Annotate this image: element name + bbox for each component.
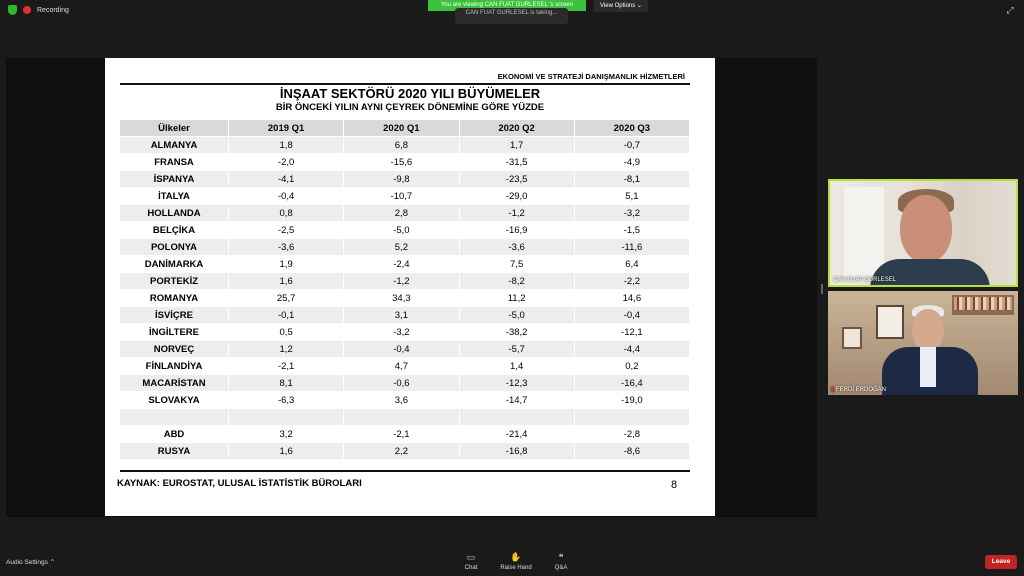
background-window — [844, 187, 884, 277]
value-cell: -0,4 — [574, 307, 689, 324]
record-dot-icon — [23, 6, 31, 14]
value-cell: -2,8 — [574, 426, 689, 443]
country-cell: DANİMARKA — [120, 256, 229, 273]
value-cell: -1,5 — [574, 222, 689, 239]
chevron-down-icon: ⌄ — [636, 3, 642, 9]
value-cell: -10,7 — [344, 188, 459, 205]
audio-settings-label: Audio Settings — [6, 559, 48, 566]
value-cell: 2,8 — [344, 205, 459, 222]
table-row — [120, 341, 690, 358]
value-cell — [574, 409, 689, 426]
value-cell: -5,0 — [459, 307, 574, 324]
table-row — [120, 307, 690, 324]
value-cell: 6,4 — [574, 256, 689, 273]
value-cell: -21,4 — [459, 426, 574, 443]
value-cell: -15,6 — [344, 154, 459, 171]
slide-subtitle: BİR ÖNCEKİ YILIN AYNI ÇEYREK DÖNEMİNE GÖRE YÜZDE — [275, 102, 545, 113]
value-cell — [229, 409, 344, 426]
table-row — [120, 358, 690, 375]
chat-icon: ▭ — [466, 552, 476, 562]
participant-name: CAN FUAT GURLESEL — [833, 277, 897, 283]
value-cell: -8,2 — [459, 273, 574, 290]
value-cell: 1,7 — [459, 137, 574, 154]
value-cell: 7,5 — [459, 256, 574, 273]
header-cell: Ülkeler — [120, 120, 229, 137]
recording-indicator — [8, 5, 69, 15]
table-row — [120, 273, 690, 290]
value-cell: 1,2 — [229, 341, 344, 358]
top-bar — [0, 0, 1024, 22]
value-cell: -23,5 — [459, 171, 574, 188]
value-cell: 2,2 — [344, 443, 459, 460]
value-cell: -5,0 — [344, 222, 459, 239]
value-cell: -0,4 — [344, 341, 459, 358]
value-cell: -2,5 — [229, 222, 344, 239]
page-number: 8 — [671, 479, 678, 491]
value-cell: -2,0 — [229, 154, 344, 171]
qa-button[interactable] — [543, 552, 579, 571]
country-cell: FİNLANDİYA — [120, 358, 229, 375]
mic-muted-icon: ▮ — [831, 387, 835, 393]
value-cell: 11,2 — [459, 290, 574, 307]
country-cell: ALMANYA — [120, 137, 229, 154]
value-cell: -3,2 — [574, 205, 689, 222]
taking-control-label: CAN FUAT GURLESEL is taking... — [455, 8, 568, 24]
recording-label: Recording — [37, 6, 69, 14]
value-cell: 8,1 — [229, 375, 344, 392]
value-cell: -16,9 — [459, 222, 574, 239]
shield-icon[interactable] — [8, 5, 17, 15]
qa-label: Q&A — [554, 565, 568, 571]
value-cell: -3,6 — [459, 239, 574, 256]
value-cell: -4,9 — [574, 154, 689, 171]
value-cell: 3,2 — [229, 426, 344, 443]
value-cell: -14,7 — [459, 392, 574, 409]
value-cell: -16,8 — [459, 443, 574, 460]
value-cell: 5,2 — [344, 239, 459, 256]
value-cell: -31,5 — [459, 154, 574, 171]
value-cell: 3,1 — [344, 307, 459, 324]
leave-button[interactable]: Leave — [985, 555, 1017, 569]
chat-label: Chat — [464, 565, 478, 571]
hand-icon: ✋ — [510, 552, 522, 562]
divider-bottom — [120, 470, 690, 472]
chevron-up-icon: ⌃ — [49, 559, 56, 566]
value-cell: -8,1 — [574, 171, 689, 188]
wall-frame — [842, 327, 862, 349]
participant-name — [831, 386, 886, 393]
table-header-row — [120, 120, 690, 137]
slide-title: İNŞAAT SEKTÖRÜ 2020 YILI BÜYÜMELER — [279, 86, 541, 101]
value-cell: 1,6 — [229, 443, 344, 460]
country-cell: BELÇİKA — [120, 222, 229, 239]
table-row — [120, 222, 690, 239]
value-cell: 3,6 — [344, 392, 459, 409]
header-cell: 2020 Q3 — [574, 120, 689, 137]
country-cell: ROMANYA — [120, 290, 229, 307]
value-cell: 1,9 — [229, 256, 344, 273]
value-cell: -4,1 — [229, 171, 344, 188]
value-cell: -1,2 — [459, 205, 574, 222]
participant-face — [912, 309, 944, 351]
raise-hand-label: Raise Hand — [500, 565, 532, 571]
presentation-slide — [105, 58, 715, 516]
table-row — [120, 375, 690, 392]
audio-settings-button[interactable] — [6, 558, 55, 566]
books — [954, 297, 1012, 310]
country-cell: İNGİLTERE — [120, 324, 229, 341]
value-cell: -11,6 — [574, 239, 689, 256]
table-row — [120, 239, 690, 256]
viewing-banner: You are viewing CAN FUAT GURLESEL 's screen — [428, 0, 586, 11]
value-cell: -16,4 — [574, 375, 689, 392]
participant-shirt — [920, 347, 936, 387]
country-cell: MACARİSTAN — [120, 375, 229, 392]
value-cell: -0,1 — [229, 307, 344, 324]
table-row — [120, 290, 690, 307]
view-options-button[interactable] — [594, 0, 648, 12]
header-cell: 2020 Q1 — [344, 120, 459, 137]
value-cell: -8,6 — [574, 443, 689, 460]
value-cell: -0,4 — [229, 188, 344, 205]
table-row — [120, 392, 690, 409]
value-cell: -2,2 — [574, 273, 689, 290]
table-row — [120, 171, 690, 188]
organization-name: EKONOMİ VE STRATEJİ DANIŞMANLIK HİZMETLERİ — [497, 72, 685, 81]
value-cell: -0,6 — [344, 375, 459, 392]
value-cell: -38,2 — [459, 324, 574, 341]
source-note: KAYNAK: EUROSTAT, ULUSAL İSTATİSTİK BÜROLARI — [117, 478, 362, 489]
value-cell: 1,6 — [229, 273, 344, 290]
value-cell: 25,7 — [229, 290, 344, 307]
country-cell: ABD — [120, 426, 229, 443]
country-cell: NORVEÇ — [120, 341, 229, 358]
participant-video-active[interactable] — [828, 179, 1018, 287]
table-row — [120, 443, 690, 460]
view-options-label: View Options — [600, 3, 636, 9]
value-cell: 0,5 — [229, 324, 344, 341]
value-cell: -6,3 — [229, 392, 344, 409]
country-cell: RUSYA — [120, 443, 229, 460]
value-cell: -12,1 — [574, 324, 689, 341]
country-cell: İSVİÇRE — [120, 307, 229, 324]
value-cell: 0,2 — [574, 358, 689, 375]
value-cell: -29,0 — [459, 188, 574, 205]
participant-name-text: FERDİ ERDOĞAN — [835, 387, 886, 393]
table-row — [120, 137, 690, 154]
value-cell: -2,1 — [344, 426, 459, 443]
meeting-toolbar — [0, 548, 1024, 576]
value-cell: -3,2 — [344, 324, 459, 341]
value-cell: -2,1 — [229, 358, 344, 375]
country-cell: HOLLANDA — [120, 205, 229, 222]
value-cell: -0,7 — [574, 137, 689, 154]
value-cell: -3,6 — [229, 239, 344, 256]
value-cell: 14,6 — [574, 290, 689, 307]
value-cell: -2,4 — [344, 256, 459, 273]
country-cell: PORTEKİZ — [120, 273, 229, 290]
table-row — [120, 324, 690, 341]
table-row — [120, 426, 690, 443]
raise-hand-button[interactable] — [498, 552, 534, 571]
value-cell — [459, 409, 574, 426]
chat-button[interactable] — [453, 552, 489, 571]
value-cell: 34,3 — [344, 290, 459, 307]
panel-resize-handle[interactable] — [821, 284, 823, 294]
country-cell: FRANSA — [120, 154, 229, 171]
qa-icon: ❝ — [558, 552, 564, 562]
table-row — [120, 205, 690, 222]
participant-video[interactable] — [828, 291, 1018, 395]
table-row — [120, 409, 690, 426]
value-cell: 4,7 — [344, 358, 459, 375]
country-cell: İTALYA — [120, 188, 229, 205]
value-cell: -12,3 — [459, 375, 574, 392]
header-cell: 2020 Q2 — [459, 120, 574, 137]
divider-top — [120, 83, 690, 85]
header-cell: 2019 Q1 — [229, 120, 344, 137]
value-cell: 0,8 — [229, 205, 344, 222]
value-cell: -1,2 — [344, 273, 459, 290]
value-cell: -9,8 — [344, 171, 459, 188]
country-cell — [120, 409, 229, 426]
value-cell: 6,8 — [344, 137, 459, 154]
table-row — [120, 188, 690, 205]
country-cell: POLONYA — [120, 239, 229, 256]
table-row — [120, 154, 690, 171]
value-cell: -5,7 — [459, 341, 574, 358]
value-cell: -19,0 — [574, 392, 689, 409]
growth-table — [120, 120, 690, 460]
value-cell: 5,1 — [574, 188, 689, 205]
value-cell: 1,8 — [229, 137, 344, 154]
value-cell: 1,4 — [459, 358, 574, 375]
wall-frame — [876, 305, 904, 339]
country-cell: İSPANYA — [120, 171, 229, 188]
value-cell: -4,4 — [574, 341, 689, 358]
country-cell: SLOVAKYA — [120, 392, 229, 409]
participant-face — [900, 195, 952, 263]
table-row — [120, 256, 690, 273]
value-cell — [344, 409, 459, 426]
fullscreen-icon[interactable]: ⤢ — [1006, 5, 1014, 15]
